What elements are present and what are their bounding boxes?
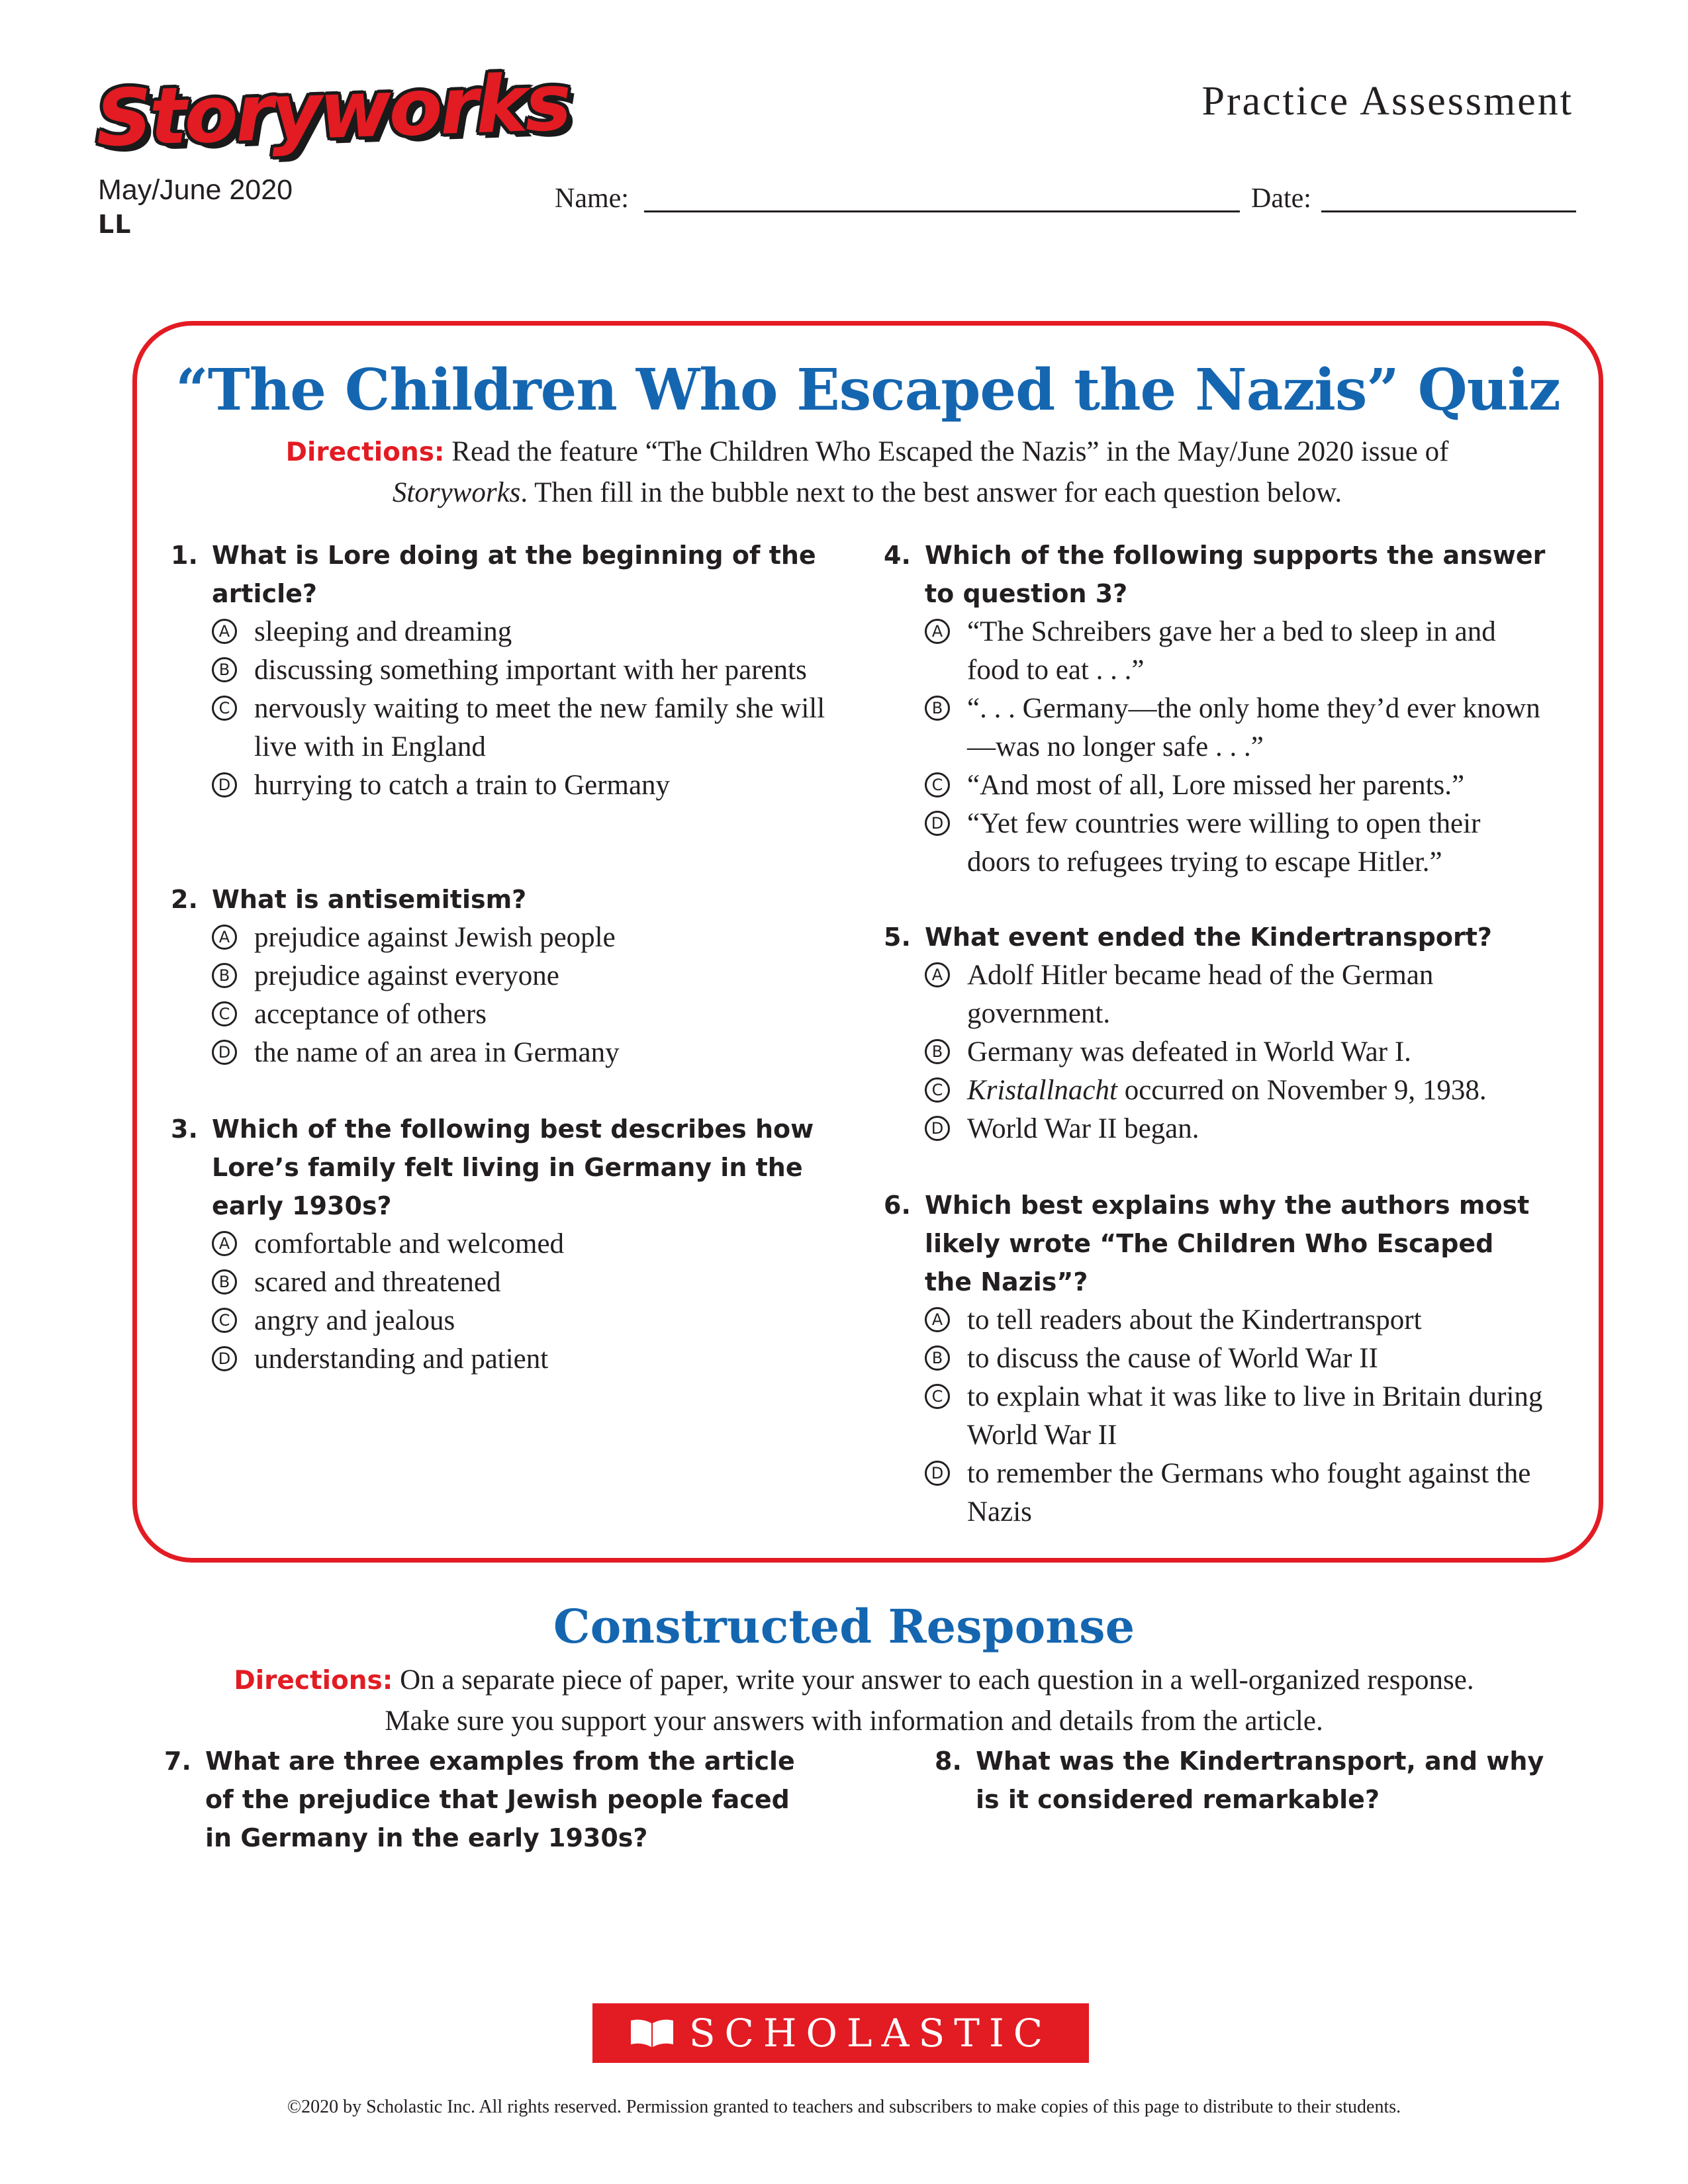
option-b[interactable]: B Germany was defeated in World War I. — [884, 1033, 1546, 1071]
option-a[interactable]: A sleeping and dreaming — [171, 613, 833, 651]
option-c[interactable]: C angry and jealous — [171, 1302, 833, 1340]
question-stem: What are three examples from the article of the prejudice that Jewish people faced in Germany in the early 1930s? — [205, 1747, 795, 1852]
question-stem: Which best explains why the authors most likely wrote “The Children Who Escaped the Nazis”? — [925, 1191, 1530, 1297]
answer-bubble[interactable]: D — [212, 1346, 237, 1371]
question-number: 2. — [171, 885, 198, 914]
directions-text-cont: . Then fill in the bubble next to the best answer for each question below. — [520, 477, 1342, 508]
constructed-response-title: Constructed Response — [553, 1599, 1135, 1654]
question-number: 8. — [935, 1747, 962, 1776]
name-field[interactable] — [644, 210, 1240, 212]
option-c[interactable]: C “And most of all, Lore missed her parents.” — [884, 766, 1546, 805]
question-number: 3. — [171, 1115, 198, 1144]
option-c[interactable]: C Kristallnacht occurred on November 9, 1938. — [884, 1071, 1546, 1110]
option-c[interactable]: C acceptance of others — [171, 995, 833, 1034]
quiz-directions — [192, 432, 1542, 513]
answer-bubble[interactable]: A — [212, 1231, 237, 1256]
answer-bubble[interactable]: D — [212, 1040, 237, 1065]
option-a[interactable]: A to tell readers about the Kindertransport — [884, 1301, 1546, 1340]
date-field[interactable] — [1321, 210, 1576, 212]
answer-bubble[interactable]: B — [925, 1039, 950, 1064]
option-d[interactable]: D the name of an area in Germany — [171, 1034, 833, 1072]
answer-bubble[interactable]: A — [925, 619, 950, 644]
name-label: Name: — [555, 183, 629, 214]
open-book-icon — [630, 2018, 675, 2048]
question-8 — [935, 1742, 1570, 1819]
option-b[interactable]: B to discuss the cause of World War II — [884, 1340, 1546, 1378]
option-a[interactable]: A “The Schreibers gave her a bed to sleep in and food to eat . . .” — [884, 613, 1546, 690]
answer-bubble[interactable]: B — [212, 1269, 237, 1295]
option-b[interactable]: B prejudice against everyone — [171, 957, 833, 995]
option-d[interactable]: D World War II began. — [884, 1110, 1546, 1148]
answer-bubble[interactable]: B — [925, 1345, 950, 1371]
option-d[interactable]: D to remember the Germans who fought against the Nazis — [884, 1455, 1546, 1531]
option-b[interactable]: B discussing something important with her parents — [171, 651, 833, 690]
brand-name: SCHOLASTIC — [688, 2011, 1053, 2056]
answer-bubble[interactable]: C — [925, 772, 950, 797]
answer-bubble[interactable]: C — [212, 1308, 237, 1333]
answer-bubble[interactable]: D — [212, 772, 237, 797]
answer-bubble[interactable]: B — [212, 657, 237, 682]
question-5 — [884, 918, 1546, 1148]
copyright-notice: ©2020 by Scholastic Inc. All rights reserved. Permission granted to teachers and subscribers to make copies of this page to distribute to their students. — [287, 2097, 1401, 2117]
question-number: 4. — [884, 541, 911, 570]
question-3 — [171, 1110, 833, 1379]
answer-bubble[interactable]: A — [925, 1307, 950, 1332]
answer-bubble[interactable]: A — [212, 619, 237, 644]
date-label: Date: — [1251, 183, 1311, 214]
question-stem: Which of the following best describes how Lore’s family felt living in Germany in the early 1930s? — [212, 1115, 814, 1220]
answer-bubble[interactable]: A — [925, 962, 950, 987]
directions-text: Read the feature “The Children Who Escaped the Nazis” in the May/June 2020 issue of — [451, 436, 1449, 467]
question-stem: Which of the following supports the answer to question 3? — [925, 541, 1546, 608]
option-b[interactable]: B scared and threatened — [171, 1263, 833, 1302]
document-type: Practice Assessment — [1201, 79, 1573, 124]
question-number: 5. — [884, 923, 911, 952]
option-c[interactable]: C nervously waiting to meet the new family she will live with in England — [171, 690, 833, 766]
question-stem: What is antisemitism? — [212, 885, 527, 914]
question-number: 6. — [884, 1191, 911, 1220]
reading-level: LL — [98, 210, 132, 239]
option-b[interactable]: B “. . . Germany—the only home they’d ever known—was no longer safe . . .” — [884, 690, 1546, 766]
answer-bubble[interactable]: D — [925, 1461, 950, 1486]
question-4 — [884, 536, 1546, 882]
issue-date: May/June 2020 — [98, 174, 293, 206]
option-d[interactable]: D “Yet few countries were willing to open their doors to refugees trying to escape Hitler.” — [884, 805, 1546, 882]
option-a[interactable]: A prejudice against Jewish people — [171, 919, 833, 957]
question-stem: What event ended the Kindertransport? — [925, 923, 1492, 952]
question-number: 1. — [171, 541, 198, 570]
answer-bubble[interactable]: B — [212, 963, 237, 988]
answer-bubble[interactable]: A — [212, 925, 237, 950]
quiz-title: “The Children Who Escaped the Nazis” Quiz — [175, 357, 1560, 424]
magazine-name: Storyworks — [392, 477, 521, 508]
answer-bubble[interactable]: C — [925, 1384, 950, 1409]
option-a[interactable]: A Adolf Hitler became head of the German government. — [884, 956, 1546, 1033]
question-2 — [171, 880, 833, 1072]
question-number: 7. — [164, 1747, 191, 1776]
option-a[interactable]: A comfortable and welcomed — [171, 1225, 833, 1263]
question-stem: What was the Kindertransport, and why is it considered remarkable? — [976, 1747, 1544, 1814]
directions-label: Directions: — [285, 437, 445, 467]
option-c[interactable]: C to explain what it was like to live in Britain during World War II — [884, 1378, 1546, 1455]
question-stem: What is Lore doing at the beginning of the article? — [212, 541, 816, 608]
storyworks-logo: Storyworks — [94, 56, 571, 164]
directions-text-cont: Make sure you support your answers with information and details from the article. — [385, 1706, 1323, 1737]
question-6 — [884, 1186, 1546, 1531]
answer-bubble[interactable]: D — [925, 811, 950, 836]
answer-bubble[interactable]: D — [925, 1116, 950, 1141]
question-7 — [164, 1742, 800, 1857]
kristallnacht-term: Kristallnacht — [967, 1075, 1117, 1106]
scholastic-logo — [592, 2003, 1089, 2063]
constructed-response-directions — [152, 1660, 1556, 1741]
answer-bubble[interactable]: C — [212, 696, 237, 721]
answer-bubble[interactable]: C — [925, 1077, 950, 1103]
option-d[interactable]: D hurrying to catch a train to Germany — [171, 766, 833, 805]
directions-text: On a separate piece of paper, write your answer to each question in a well-organized response. — [400, 1664, 1474, 1696]
question-1 — [171, 536, 833, 805]
directions-label: Directions: — [234, 1666, 393, 1696]
answer-bubble[interactable]: B — [925, 696, 950, 721]
answer-bubble[interactable]: C — [212, 1001, 237, 1026]
option-d[interactable]: D understanding and patient — [171, 1340, 833, 1379]
